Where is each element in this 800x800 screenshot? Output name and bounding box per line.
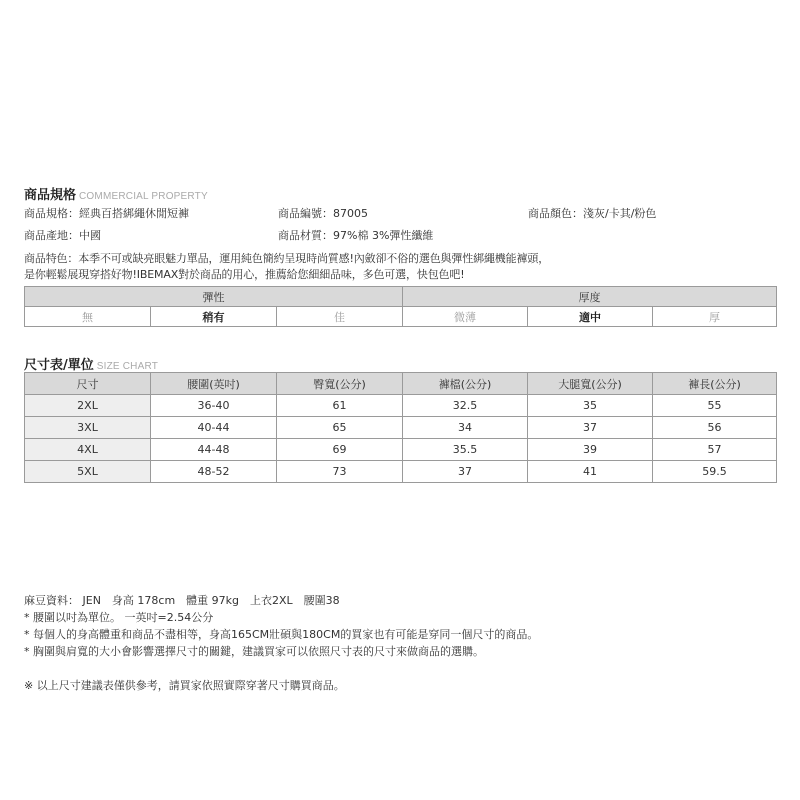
size-cell: 61 [277, 395, 403, 417]
size-cell: 35 [528, 395, 653, 417]
spec-name: 商品規格：經典百搭綁繩休閒短褲 [24, 207, 189, 220]
note-line: * 腰圍以吋為單位。 一英吋=2.54公分 [24, 611, 214, 624]
model-info: 麻豆資料： JEN 身高 178cm 體重 97kg 上衣2XL 腰圍38 [24, 594, 340, 607]
table-row [25, 439, 777, 461]
spec-item-number: 商品編號：87005 [278, 207, 368, 220]
size-header-thigh: 大腿寬(公分) [528, 373, 653, 395]
size-chart-title: 尺寸表/單位 [24, 358, 94, 373]
elasticity-option-slight: 稍有 [151, 307, 277, 327]
table-row [25, 395, 777, 417]
size-chart-section-title [24, 354, 158, 373]
size-cell: 34 [403, 417, 528, 439]
size-cell: 56 [653, 417, 777, 439]
thickness-option-thick: 厚 [653, 307, 777, 327]
table-row [25, 417, 777, 439]
elasticity-option-good: 佳 [277, 307, 403, 327]
size-cell: 73 [277, 461, 403, 483]
size-cell: 48-52 [151, 461, 277, 483]
size-cell: 44-48 [151, 439, 277, 461]
size-chart-table [24, 372, 777, 483]
thickness-header: 厚度 [403, 287, 777, 307]
thickness-option-thin: 微薄 [403, 307, 528, 327]
note-line: * 胸圍與肩寬的大小會影響選擇尺寸的關鍵，建議買家可以依照尺寸表的尺寸來做商品的選購。 [24, 645, 484, 658]
note-line: * 每個人的身高體重和商品不盡相等，身高165CM壯碩與180CM的買家也有可能是穿同一個尺寸的商品。 [24, 628, 539, 641]
size-cell: 69 [277, 439, 403, 461]
spec-title-en: COMMERCIAL PROPERTY [79, 191, 208, 202]
size-header-rise: 褲檔(公分) [403, 373, 528, 395]
size-cell: 41 [528, 461, 653, 483]
size-cell: 37 [403, 461, 528, 483]
size-cell: 5XL [25, 461, 151, 483]
thickness-option-medium: 適中 [528, 307, 653, 327]
size-header-length: 褲長(公分) [653, 373, 777, 395]
size-cell: 55 [653, 395, 777, 417]
disclaimer: ※ 以上尺寸建議表僅供參考，請買家依照實際穿著尺寸購買商品。 [24, 679, 345, 692]
size-cell: 2XL [25, 395, 151, 417]
spec-material: 商品材質：97%棉 3%彈性纖維 [278, 229, 434, 242]
size-cell: 36-40 [151, 395, 277, 417]
spec-feature-line1: 商品特色：本季不可或缺亮眼魅力單品，運用純色簡約呈現時尚質感!內斂卻不俗的選色與彈性綁繩機能褲頭， [24, 252, 550, 265]
elasticity-header: 彈性 [25, 287, 403, 307]
size-chart-title-en: SIZE CHART [96, 361, 159, 372]
size-header-waist: 腰圍(英吋) [151, 373, 277, 395]
table-row [25, 461, 777, 483]
size-cell: 37 [528, 417, 653, 439]
size-cell: 59.5 [653, 461, 777, 483]
notes-block [24, 592, 538, 660]
size-cell: 65 [277, 417, 403, 439]
size-cell: 4XL [25, 439, 151, 461]
size-cell: 57 [653, 439, 777, 461]
property-table [24, 286, 777, 327]
size-header-size: 尺寸 [25, 373, 151, 395]
size-cell: 3XL [25, 417, 151, 439]
spec-title: 商品規格 [24, 188, 77, 203]
size-cell: 35.5 [403, 439, 528, 461]
spec-origin: 商品產地：中國 [24, 229, 101, 242]
size-cell: 32.5 [403, 395, 528, 417]
spec-section-title [24, 184, 208, 203]
elasticity-option-none: 無 [25, 307, 151, 327]
size-header-hip: 臀寬(公分) [277, 373, 403, 395]
spec-feature-line2: 是你輕鬆展現穿搭好物!IBEMAX對於商品的用心，推薦給您細細品味，多色可選，快包色吧! [24, 268, 465, 281]
spec-colors: 商品顏色：淺灰/卡其/粉色 [528, 207, 657, 220]
size-cell: 40-44 [151, 417, 277, 439]
size-cell: 39 [528, 439, 653, 461]
